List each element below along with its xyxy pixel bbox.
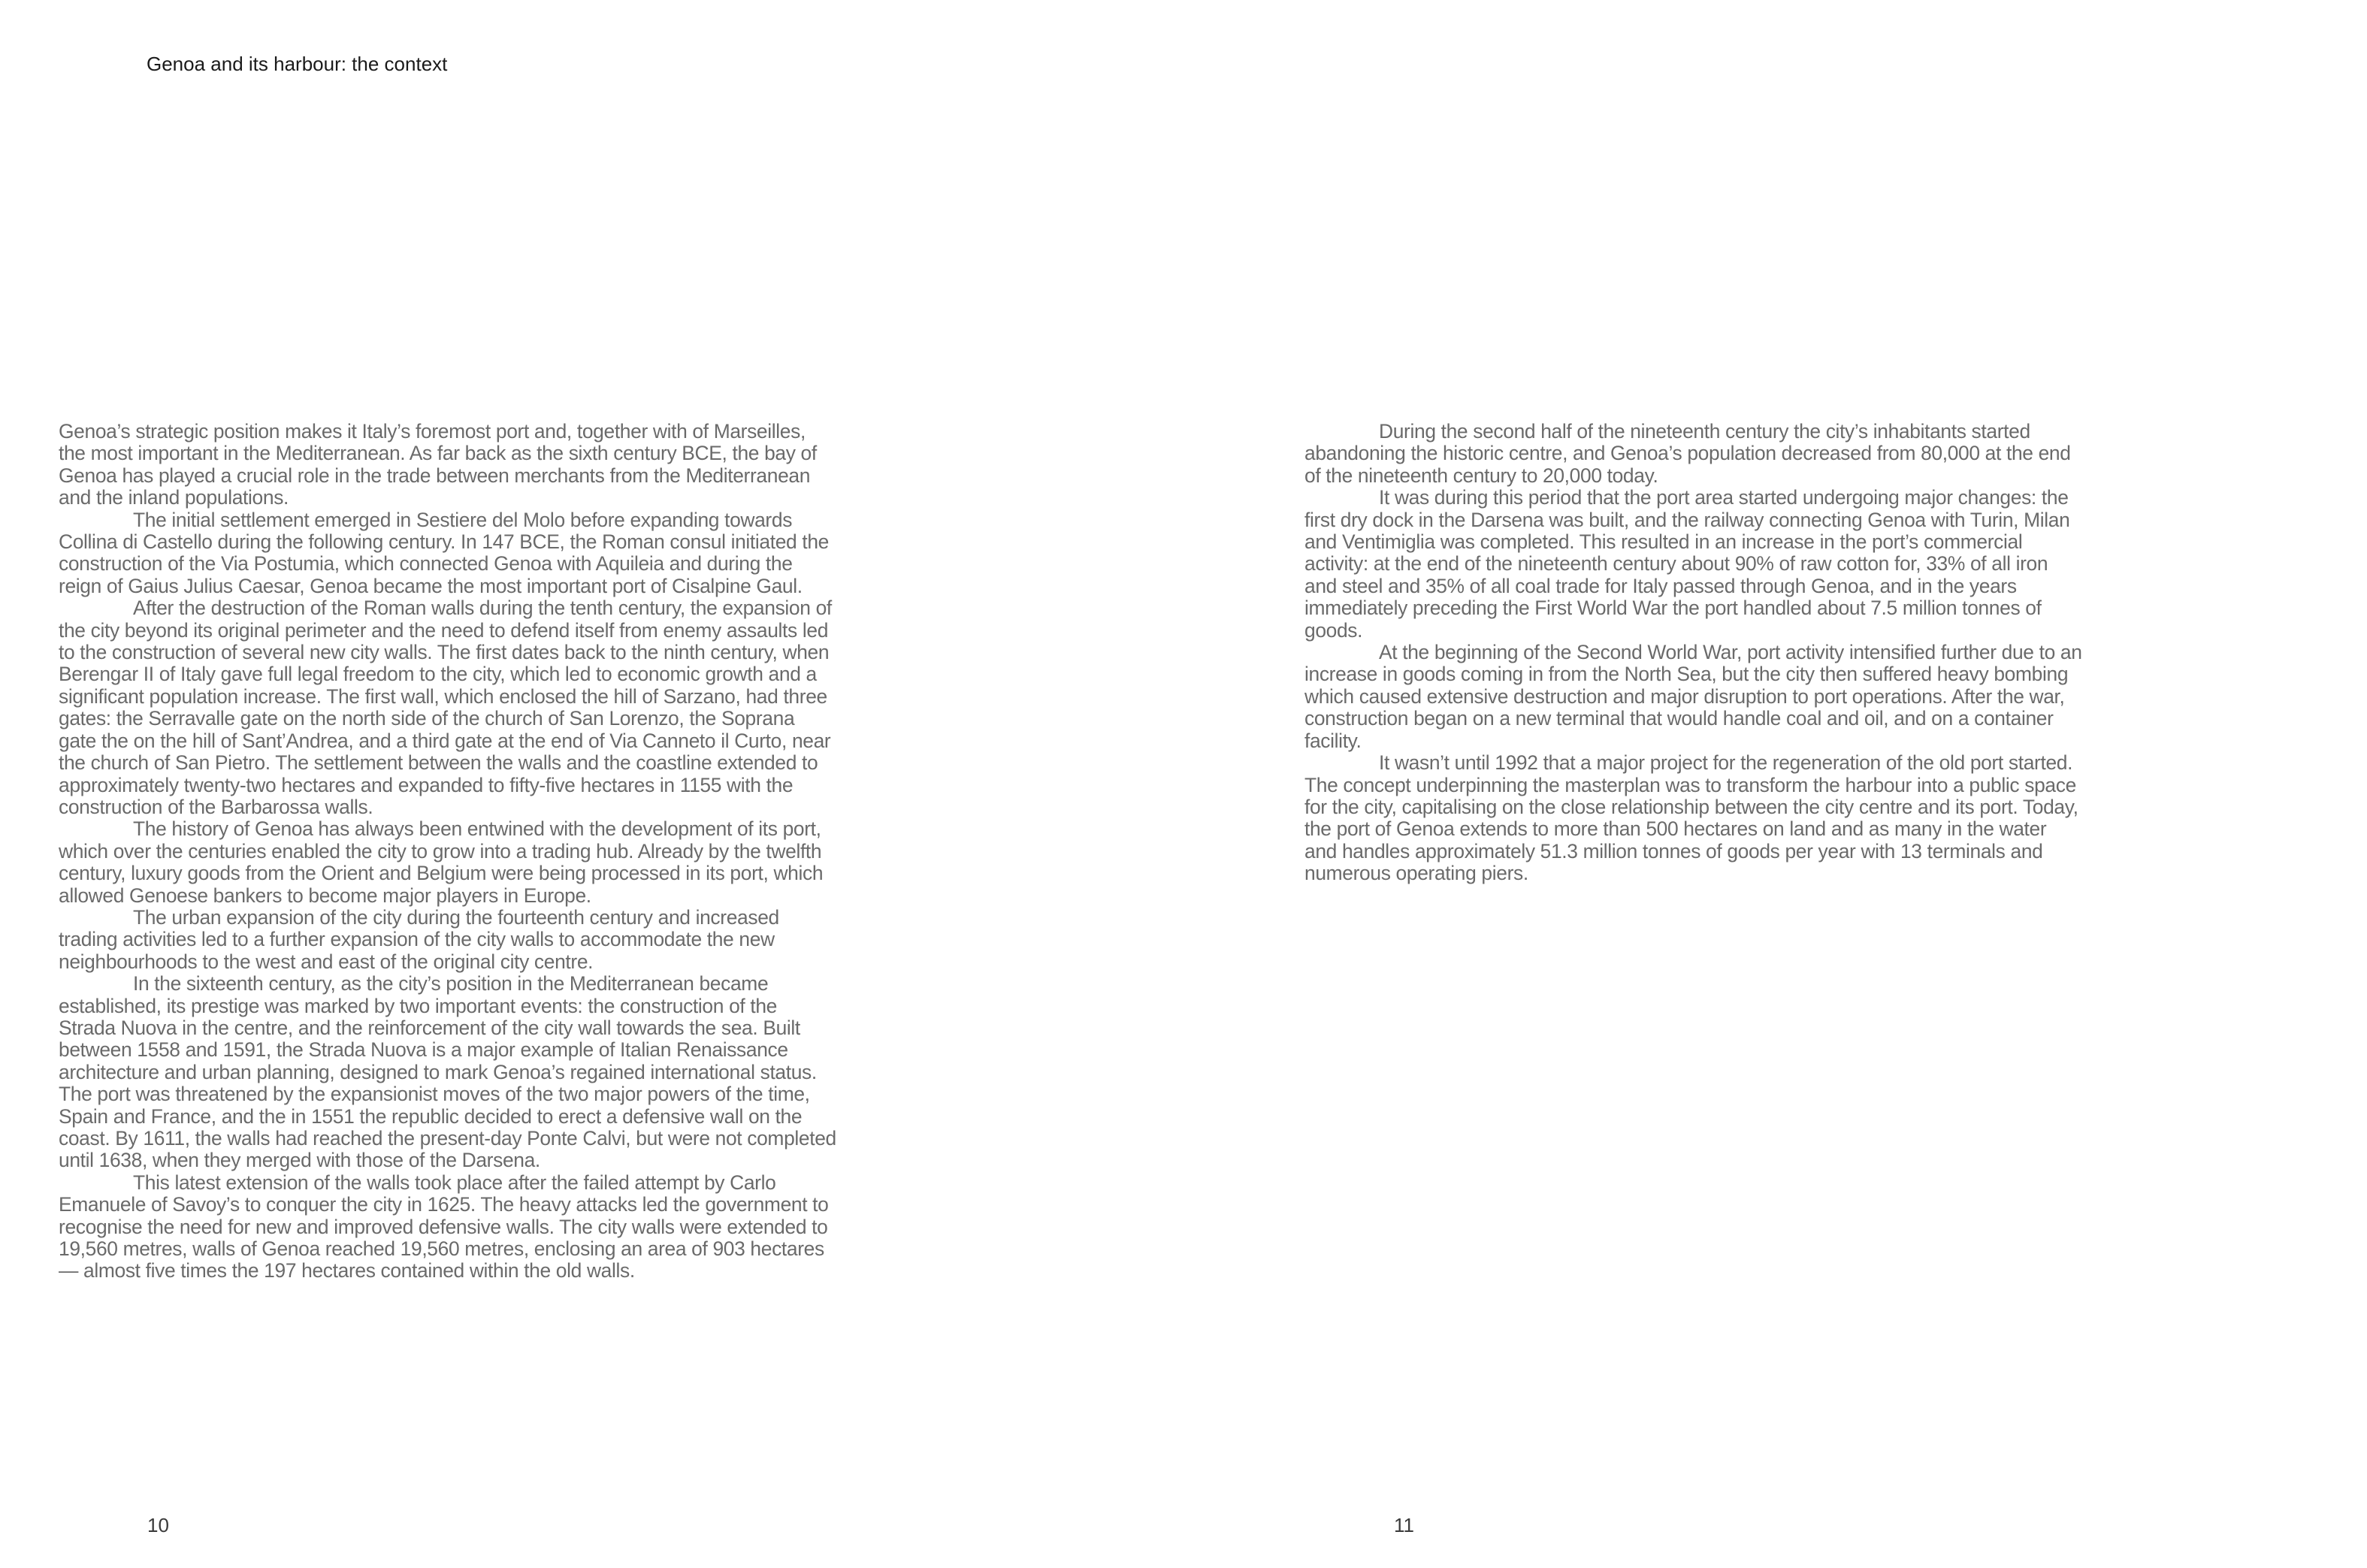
paragraph: During the second half of the nineteenth century the city’s inhabitants started abandoning the historic centre, and Genoa’s population decreased from 80,000 at the end of the nineteenth century to 20,000 today. xyxy=(1304,420,2071,487)
paragraph: At the beginning of the Second World War, port activity intensified further due to an increase in goods coming in from the North Sea, but the city then suffered heavy bombing which caused extensive destruction and major disruption to port operations. After the war, construction began on a new terminal that would handle coal and oil, and on a container facility. xyxy=(1304,641,2082,752)
paragraph: It wasn’t until 1992 that a major project for the regeneration of the old port started. The concept underpinning the masterplan was to transform the harbour into a public space for the city, capitalising on the close relationship between the city centre and its port. Today, the port of Genoa extends to more than 500 hectares on land and as many in the water and handles approximately 51.3 million tonnes of goods per year with 13 terminals and numerous operating piers. xyxy=(1304,751,2078,885)
paragraph: The urban expansion of the city during the fourteenth century and increased trading activities led to a further expansion of the city walls to accommodate the new neighbourhoods to the west and east of the original city centre. xyxy=(59,905,779,973)
paragraph: Genoa’s strategic position makes it Italy’s foremost port and, together with of Marseilles, the most important in the Mediterranean. As far back as the sixth century BCE, the bay of Genoa has played a crucial role in the trade between merchants from the Mediterranean and the inland populations. xyxy=(59,420,817,509)
paragraph: It was during this period that the port area started undergoing major changes: the first dry dock in the Darsena was built, and the railway connecting Genoa with Turin, Milan and Ventimiglia was completed. This resulted in an increase in the port’s commercial activity: at the end of the nineteenth century about 90% of raw cotton for, 33% of all iron and steel and 35% of all coal trade for Italy passed through Genoa, and in the years immediately preceding the First World War the port handled about 7.5 million tonnes of goods. xyxy=(1304,486,2070,642)
left-page-text-column xyxy=(59,421,836,1282)
running-header: Genoa and its harbour: the context xyxy=(147,53,448,75)
paragraph: The history of Genoa has always been entwined with the development of its port, which over the centuries enabled the city to grow into a trading hub. Already by the twelfth century, luxury goods from the Orient and Belgium were being processed in its port, which allowed Genoese bankers to become major players in Europe. xyxy=(59,817,824,907)
page-number-left: 10 xyxy=(147,1514,169,1536)
paragraph: This latest extension of the walls took place after the failed attempt by Carlo Emanuele of Savoy’s to conquer the city in 1625. The heavy attacks led the government to recognise the need for new and improved defensive walls. The city walls were extended to 19,560 metres, walls of Genoa reached 19,560 metres, enclosing an area of 903 hectares — almost five times the 197 hectares contained within the old walls. xyxy=(59,1171,829,1282)
page-number-right: 11 xyxy=(1394,1514,1414,1536)
right-page-text-column xyxy=(1304,421,2082,885)
paragraph: The initial settlement emerged in Sestiere del Molo before expanding towards Collina di Castello during the following century. In 147 BCE, the Roman consul initiated the construction of the Via Postumia, which connected Genoa with Aquileia and during the reign of Gaius Julius Caesar, Genoa became the most important port of Cisalpine Gaul. xyxy=(59,508,829,597)
paragraph: In the sixteenth century, as the city’s position in the Mediterranean became established, its prestige was marked by two important events: the construction of the Strada Nuova in the centre, and the reinforcement of the city wall towards the sea. Built between 1558 and 1591, the Strada Nuova is a major example of Italian Renaissance architecture and urban planning, designed to mark Genoa’s regained international status. The port was threatened by the expansionist moves of the two major powers of the time, Spain and France, and the in 1551 the republic decided to erect a defensive wall on the coast. By 1611, the walls had reached the present-day Ponte Calvi, but were not completed until 1638, when they merged with those of the Darsena. xyxy=(59,972,836,1172)
paragraph: After the destruction of the Roman walls during the tenth century, the expansion of the city beyond its original perimeter and the need to defend itself from enemy assaults led to the construction of several new city walls. The first dates back to the ninth century, when Berengar II of Italy gave full legal freedom to the city, which led to economic growth and a significant population increase. The first wall, which enclosed the hill of Sarzano, had three gates: the Serravalle gate on the north side of the church of San Lorenzo, the Soprana gate the on the hill of Sant’Andrea, and a third gate at the end of Via Canneto il Curto, near the church of San Pietro. The settlement between the walls and the coastline extended to approximately twenty-two hectares and expanded to fifty-five hectares in 1155 with the construction of the Barbarossa walls. xyxy=(59,597,832,818)
